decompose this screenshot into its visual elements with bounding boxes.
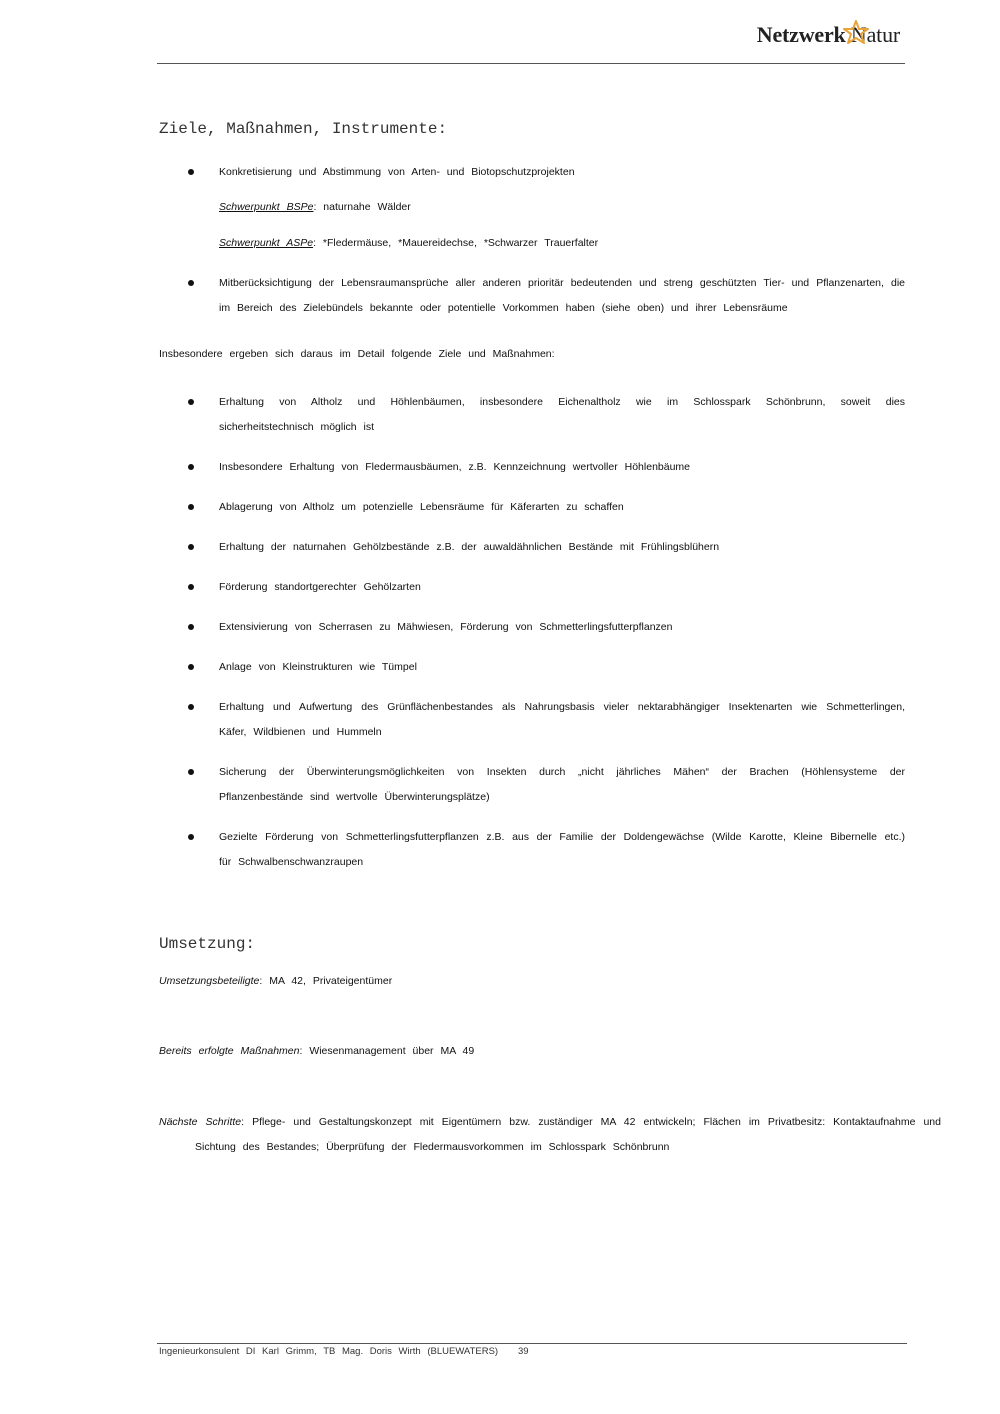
bullet-text: Konkretisierung und Abstimmung von Arten- und Biotopschutzprojekten: [219, 166, 575, 178]
next-steps-value: : Pflege- und Gestaltungskonzept mit Eigentümern bzw. zuständiger MA 42 entwickeln; Flächen im Privatbesitz: Kontaktaufnahme und Sichtung des Bestandes; Überprüfung der Fledermausvorkommen im Schlosspark Schönbrunn: [195, 1116, 941, 1153]
bsp-label: Schwerpunkt BSPe: [219, 201, 314, 213]
header-divider: [157, 63, 905, 64]
list-item: [159, 271, 905, 321]
list-item: [159, 390, 905, 440]
footer: [159, 1346, 529, 1357]
bullet-dot: [188, 169, 194, 175]
section-heading-implementation: Umsetzung:: [159, 935, 256, 953]
measure-text: Erhaltung und Aufwertung des Grünflächenbestandes als Nahrungsbasis vieler nektarabhängiger Insektenarten wie Schmetterlingen, Käfer, Wildbienen und Hummeln: [219, 701, 905, 738]
measure-text: Gezielte Förderung von Schmetterlingsfutterpflanzen z.B. aus der Familie der Doldengewächse (Wilde Karotte, Kleine Bibernelle etc.) für Schwalbenschwanzraupen: [219, 831, 905, 868]
bullet-list-top-1: [159, 160, 905, 185]
list-item: [159, 825, 905, 875]
bsp-value: : naturnahe Wälder: [313, 201, 411, 213]
list-item: [159, 535, 905, 560]
bullet-list-top-2: [159, 271, 905, 321]
bullet-dot: [188, 769, 194, 775]
bullet-dot: [188, 464, 194, 470]
measure-text: Erhaltung von Altholz und Höhlenbäumen, insbesondere Eichenaltholz wie im Schlosspark Schönbrunn, soweit dies sicherheitstechnisch möglich ist: [219, 396, 905, 433]
measures-list: [159, 390, 905, 875]
list-item: [159, 575, 905, 600]
list-item: [159, 455, 905, 480]
logo: [757, 22, 900, 48]
asp-label: Schwerpunkt ASPe: [219, 237, 314, 249]
measures-intro: Insbesondere ergeben sich daraus im Detail folgende Ziele und Maßnahmen:: [159, 348, 555, 360]
next-steps-label: Nächste Schritte: [159, 1116, 242, 1128]
logo-text: [757, 22, 900, 47]
list-item: [159, 615, 905, 640]
bsp-line: [219, 197, 411, 217]
done-measures-value: : Wiesenmanagement über MA 49: [299, 1045, 475, 1057]
bullet-dot: [188, 834, 194, 840]
logo-bold: Netzwerk: [756, 22, 846, 47]
bullet-dot: [188, 704, 194, 710]
bullet-dot: [188, 280, 194, 286]
measure-text: Extensivierung von Scherrasen zu Mähwiesen, Förderung von Schmetterlingsfutterpflanzen: [219, 621, 673, 633]
measure-text: Sicherung der Überwinterungsmöglichkeiten von Insekten durch „nicht jährliches Mähen“ der Brachen (Höhlensysteme der Pflanzenbestände sind wertvolle Überwinterungsplätze): [219, 766, 905, 803]
page-number: 39: [518, 1346, 529, 1357]
bullet-dot: [188, 504, 194, 510]
participants-value: : MA 42, Privateigentümer: [259, 975, 393, 987]
bullet-dot: [188, 399, 194, 405]
participants-label: Umsetzungsbeteiligte: [159, 975, 260, 987]
measure-text: Anlage von Kleinstrukturen wie Tümpel: [219, 661, 417, 673]
bullet-dot: [188, 624, 194, 630]
section-heading-goals: Ziele, Maßnahmen, Instrumente:: [159, 120, 448, 138]
bullet-dot: [188, 584, 194, 590]
bullet-dot: [188, 544, 194, 550]
measure-text: Insbesondere Erhaltung von Fledermausbäumen, z.B. Kennzeichnung wertvoller Höhlenbäume: [219, 461, 691, 473]
asp-value: : *Fledermäuse, *Mauereidechse, *Schwarzer Trauerfalter: [313, 237, 599, 249]
bullet-dot: [188, 664, 194, 670]
list-item: [159, 655, 905, 680]
next-steps-line: [159, 1110, 941, 1160]
list-item: [159, 160, 905, 185]
participants-line: [159, 969, 905, 994]
star-figure-icon: [843, 20, 869, 46]
measure-text: Ablagerung von Altholz um potenzielle Lebensräume für Käferarten zu schaffen: [219, 501, 624, 513]
bullet-text: Mitberücksichtigung der Lebensraumansprüche aller anderen prioritär bedeutenden und streng geschützten Tier- und Pflanzenarten, die im Bereich des Zielebündels bekannte oder potentielle Vorkommen haben (siehe oben) und ihrer Lebensräume: [219, 277, 905, 314]
footer-divider: [157, 1343, 907, 1344]
list-item: [159, 760, 905, 810]
done-measures-line: [159, 1039, 905, 1064]
list-item: [159, 495, 905, 520]
logo-light: Natur: [850, 22, 900, 47]
footer-text: Ingenieurkonsulent DI Karl Grimm, TB Mag. Doris Wirth (BLUEWATERS): [159, 1346, 499, 1357]
done-measures-label: Bereits erfolgte Maßnahmen: [159, 1045, 300, 1057]
asp-line: [219, 233, 598, 253]
measure-text: Erhaltung der naturnahen Gehölzbestände z.B. der auwaldähnlichen Bestände mit Frühlingsblühern: [219, 541, 720, 553]
measure-text: Förderung standortgerechter Gehölzarten: [219, 581, 421, 593]
list-item: [159, 695, 905, 745]
